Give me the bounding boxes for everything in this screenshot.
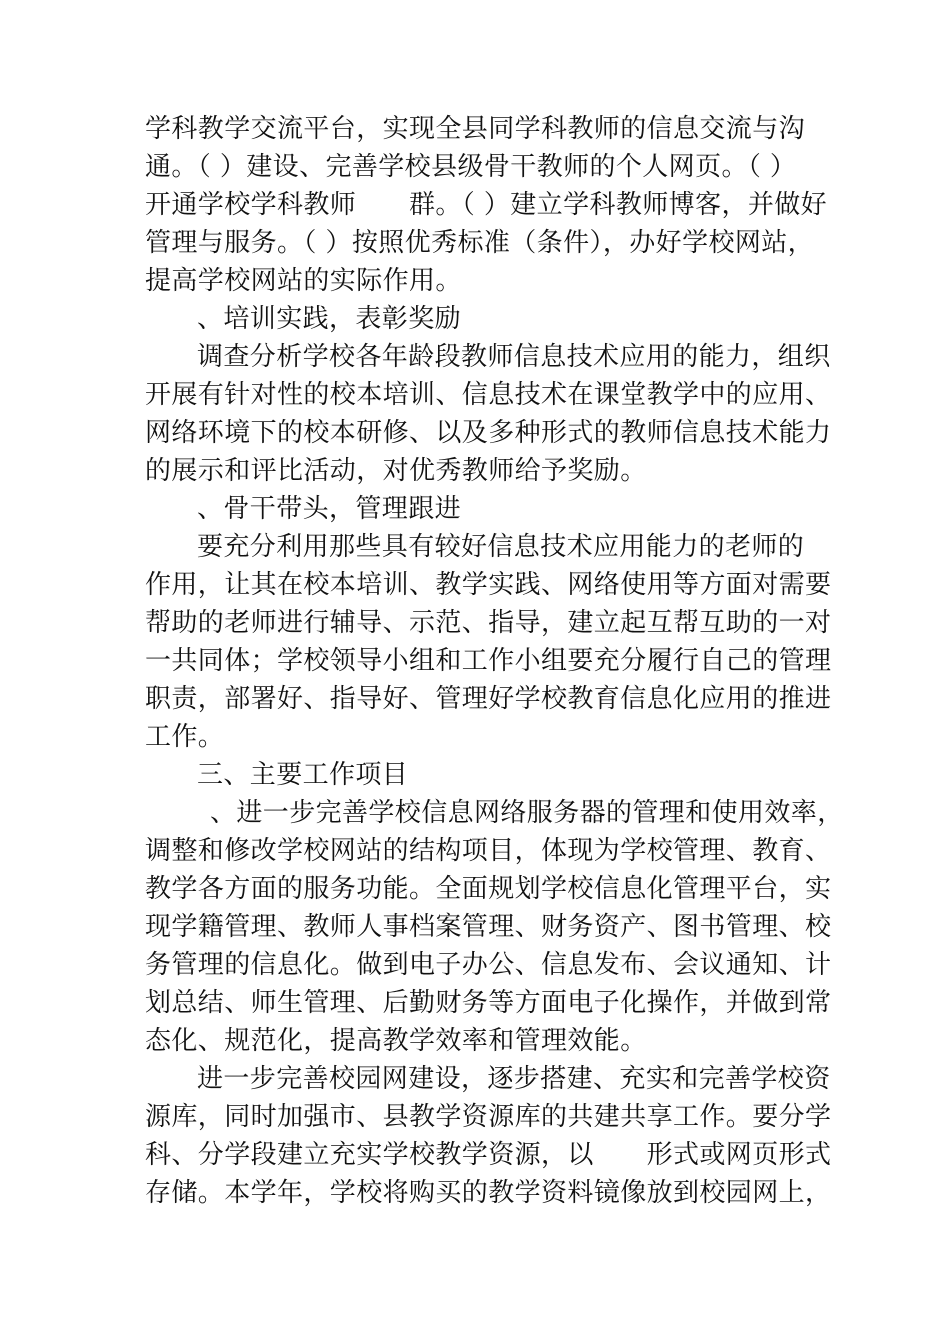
text-line: 管理与服务。（ ）按照优秀标准（条件），办好学校网站， (145, 228, 815, 258)
text-line: 要充分利用那些具有较好信息技术应用能力的老师的 (197, 532, 805, 562)
text-line: 工作。 (145, 722, 225, 752)
text-line: 的展示和评比活动，对优秀教师给予奖励。 (145, 456, 647, 486)
text-line: 源库，同时加强市、县教学资源库的共建共享工作。要分学 (145, 1102, 832, 1132)
text-line: 划总结、师生管理、后勤财务等方面电子化操作，并做到常 (145, 988, 832, 1018)
text-line: 进一步完善校园网建设，逐步搭建、充实和完善学校资 (197, 1064, 831, 1094)
text-line: 帮助的老师进行辅导、示范、指导，建立起互帮互助的一对 (145, 608, 832, 638)
section-heading: 三、主要工作项目 (197, 760, 409, 790)
text-line: 学科教学交流平台，实现全县同学科教师的信息交流与沟 (145, 114, 806, 144)
text-line: 网络环境下的校本研修、以及多种形式的教师信息技术能力 (145, 418, 832, 448)
text-line: 作用，让其在校本培训、教学实践、网络使用等方面对需要 (145, 570, 832, 600)
text-line: 务管理的信息化。做到电子办公、信息发布、会议通知、计 (145, 950, 832, 980)
text-line: 态化、规范化，提高教学效率和管理效能。 (145, 1026, 647, 1056)
text-line: 调整和修改学校网站的结构项目，体现为学校管理、教育、 (145, 836, 832, 866)
text-line: 现学籍管理、教师人事档案管理、财务资产、图书管理、校 (145, 912, 832, 942)
text-line: 开通学校学科教师 群。（ ）建立学科教师博客，并做好 (145, 190, 828, 220)
text-line: 提高学校网站的实际作用。 (145, 266, 462, 296)
section-heading: 、培训实践，表彰奖励 (197, 304, 462, 334)
text-line: 调查分析学校各年龄段教师信息技术应用的能力，组织 (197, 342, 831, 372)
text-line: 开展有针对性的校本培训、信息技术在课堂教学中的应用、 (145, 380, 832, 410)
text-line: 一共同体；学校领导小组和工作小组要充分履行自己的管理 (145, 646, 832, 676)
text-line: 职责，部署好、指导好、管理好学校教育信息化应用的推进 (145, 684, 832, 714)
text-line: 、进一步完善学校信息网络服务器的管理和使用效率， (210, 798, 844, 828)
text-line: 教学各方面的服务功能。全面规划学校信息化管理平台，实 (145, 874, 832, 904)
text-line: 通。（ ）建设、完善学校县级骨干教师的个人网页。（ ） (145, 152, 797, 182)
section-heading: 、骨干带头，管理跟进 (197, 494, 462, 524)
text-line: 科、分学段建立充实学校教学资源，以 形式或网页形式 (145, 1140, 832, 1170)
text-line: 存储。本学年，学校将购买的教学资料镜像放到校园网上， (145, 1178, 832, 1208)
